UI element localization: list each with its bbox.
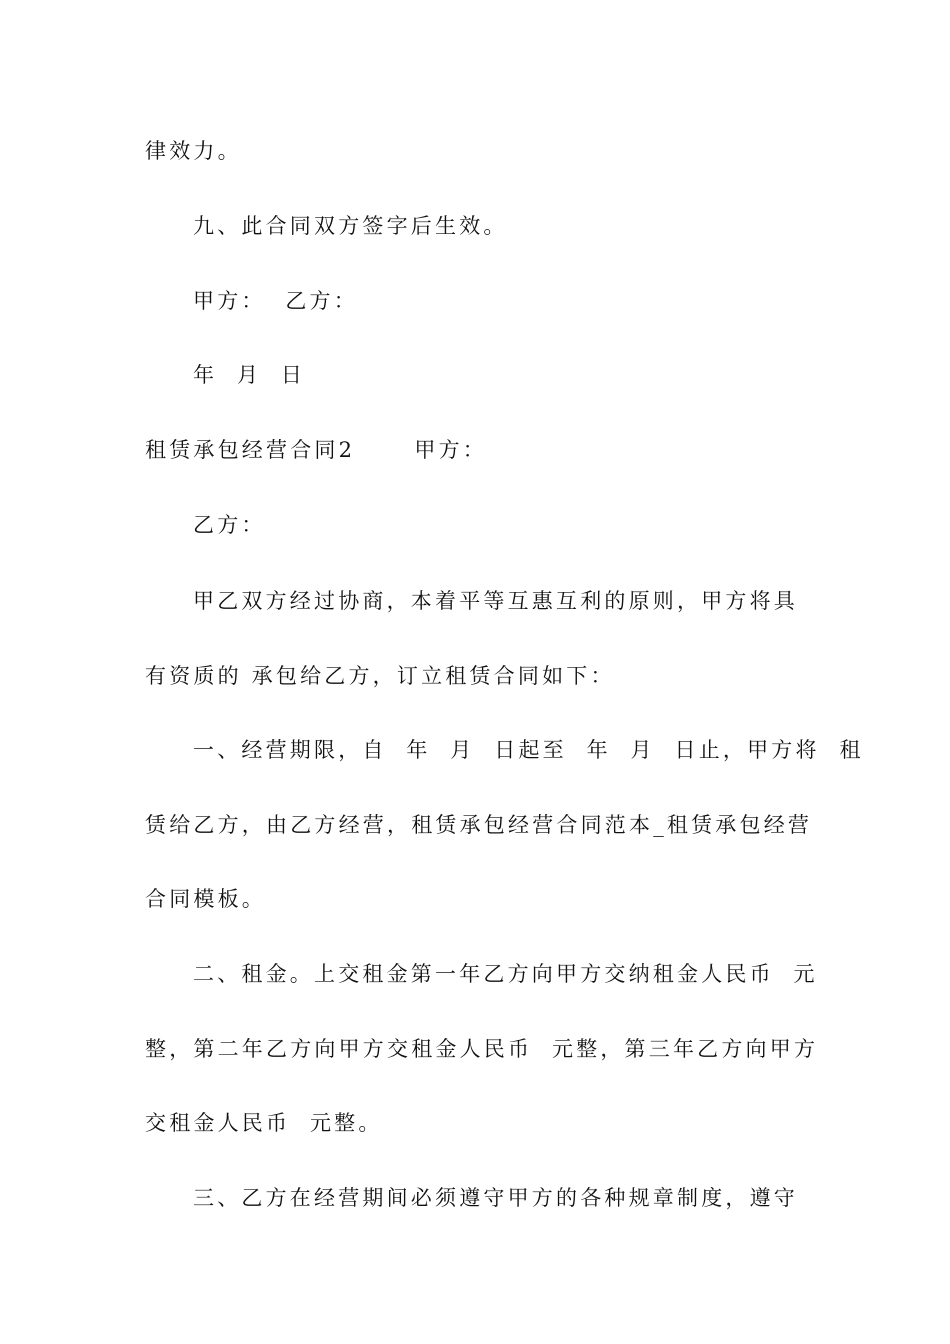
text-line: 三、乙方在经营期间必须遵守甲方的各种规章制度，遵守 (193, 1186, 798, 1210)
text-line: 有资质的 承包给乙方，订立租赁合同如下： (145, 664, 615, 688)
text-line: 甲方： 乙方： (193, 289, 358, 313)
text-line: 甲乙双方经过协商，本着平等互惠互利的原则，甲方将具 (193, 589, 798, 613)
text-line: 一、经营期限，自 年 月 日起至 年 月 日止，甲方将 租 (193, 738, 864, 762)
text-line: 乙方： (193, 513, 266, 537)
text-line: 整，第二年乙方向甲方交租金人民币 元整，第三年乙方向甲方 (145, 1037, 819, 1061)
text-line: 合同模板。 (145, 887, 266, 911)
text-line: 九、此合同双方签字后生效。 (193, 214, 508, 238)
text-line: 年 月 日 (193, 363, 306, 387)
section-title-line: 租赁承包经营合同2 甲方： (145, 438, 488, 462)
text-line: 交租金人民币 元整。 (145, 1111, 383, 1135)
text-line: 律效力。 (145, 139, 242, 163)
text-line: 二、租金。上交租金第一年乙方向甲方交纳租金人民币 元 (193, 962, 818, 986)
text-line: 赁给乙方，由乙方经营，租赁承包经营合同范本_租赁承包经营 (145, 813, 813, 837)
